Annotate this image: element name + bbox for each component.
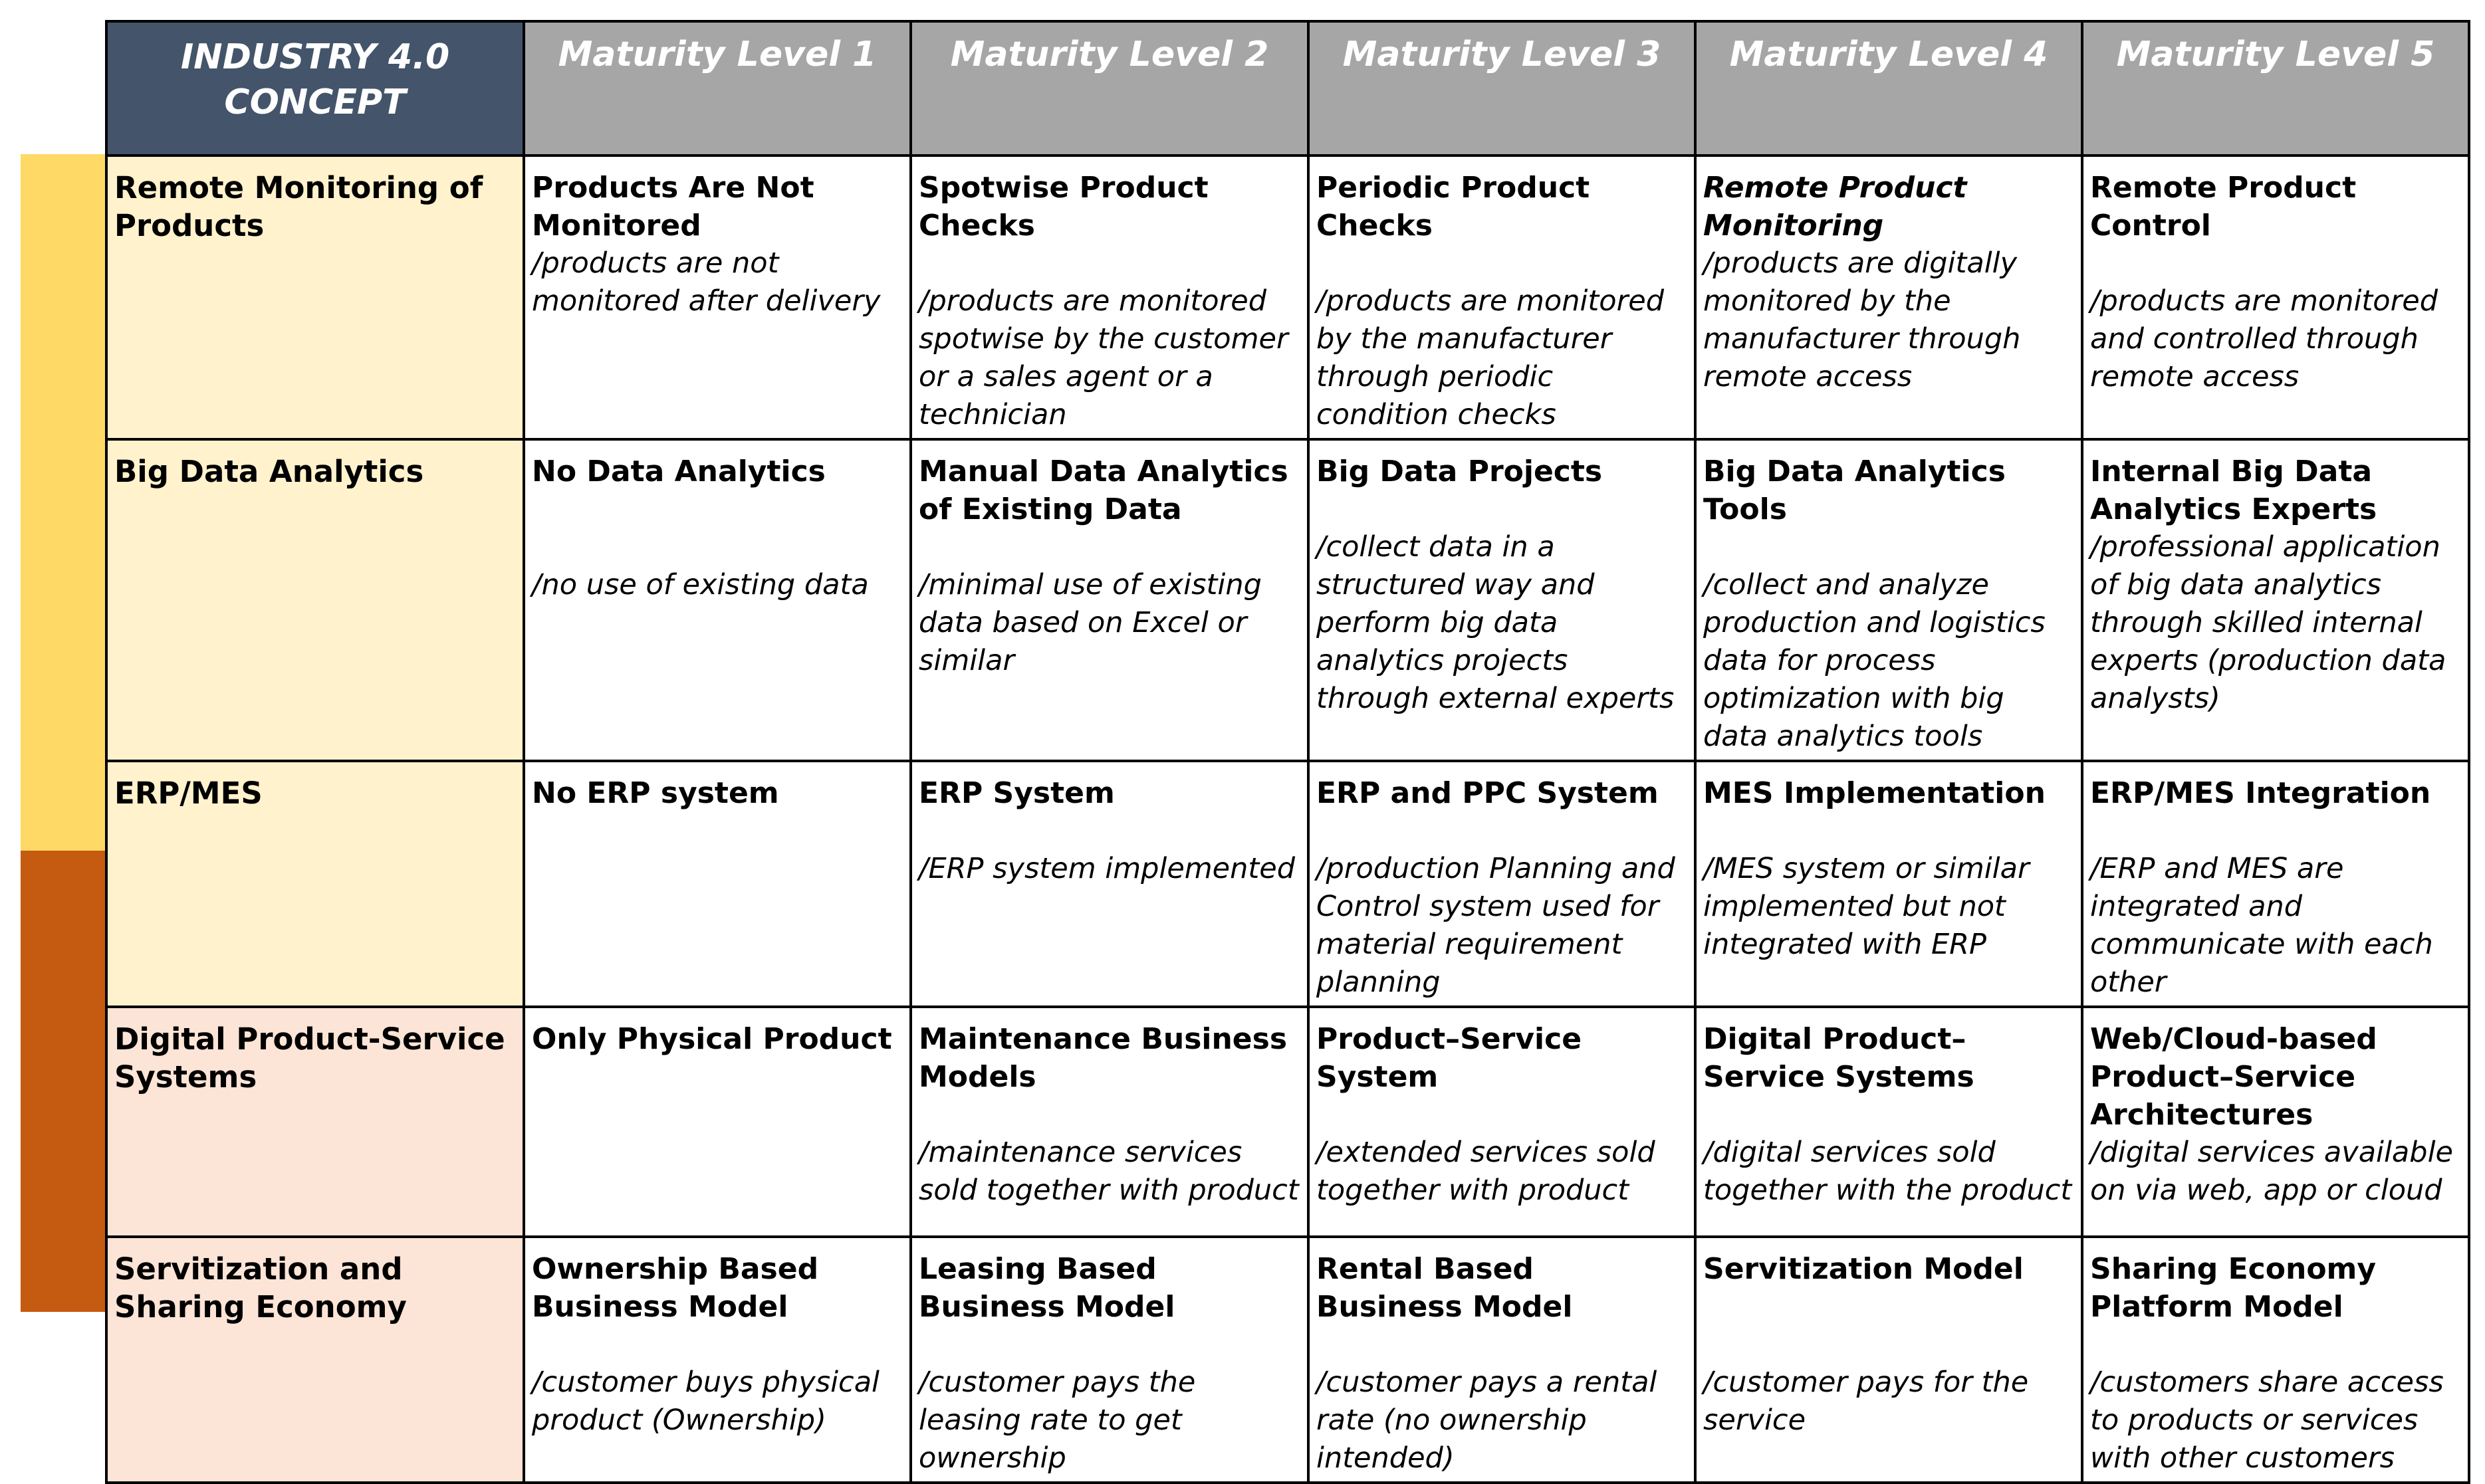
cell-title: Big Data Analytics Tools <box>1703 455 2006 526</box>
maturity-cell <box>1695 439 2082 761</box>
maturity-cell <box>1308 761 1695 1007</box>
cell-description: /minimal use of existing data based on Excel or similar <box>919 568 1262 677</box>
cell-description: /digital services available on via web, app or cloud <box>2090 1136 2453 1207</box>
cell-title: Rental Based Business Model <box>1316 1252 1573 1324</box>
maturity-cell <box>2082 1007 2469 1237</box>
maturity-cell <box>1695 1007 2082 1237</box>
concept-column-header: INDUSTRY 4.0 CONCEPT <box>106 21 524 156</box>
maturity-cell <box>1308 156 1695 439</box>
maturity-cell <box>2082 761 2469 1007</box>
cell-description: /collect and analyze production and logistics data for process optimization with big data analytics tools <box>1703 568 2046 753</box>
cell-title: Remote Product Monitoring <box>1703 171 1967 243</box>
cell-title: Spotwise Product Checks <box>919 171 1209 243</box>
cell-description: /products are monitored and controlled through remote access <box>2090 284 2438 393</box>
cell-description: /extended services sold together with product <box>1316 1136 1655 1207</box>
maturity-cell <box>911 156 1308 439</box>
cell-description: /ERP system implemented <box>919 852 1295 885</box>
maturity-level-5-header: Maturity Level 5 <box>2082 21 2469 156</box>
maturity-cell <box>524 156 911 439</box>
cell-title: Ownership Based Business Model <box>532 1252 819 1324</box>
maturity-cell <box>2082 439 2469 761</box>
cell-description: /products are monitored by the manufacturer through periodic condition checks <box>1316 284 1665 431</box>
maturity-matrix-table <box>105 20 2470 1484</box>
header-row <box>106 21 2469 156</box>
cell-description: /customer pays the leasing rate to get ownership <box>919 1366 1196 1475</box>
cell-title: Internal Big Data Analytics Experts <box>2090 455 2377 526</box>
cell-title: Sharing Economy Platform Model <box>2090 1252 2377 1324</box>
table-row <box>106 156 2469 439</box>
cell-description: /collect data in a structured way and perform big data analytics projects through external experts <box>1316 530 1675 715</box>
cell-title: Only Physical Product <box>532 1022 892 1056</box>
cell-title: No ERP system <box>532 776 779 810</box>
maturity-cell <box>1308 1237 1695 1483</box>
cell-title: Remote Product Control <box>2090 171 2357 243</box>
concept-label: Big Data Analytics <box>106 439 524 761</box>
cell-title: Maintenance Business Models <box>919 1022 1288 1094</box>
maturity-cell <box>524 439 911 761</box>
concept-label: Servitization and Sharing Economy <box>106 1237 524 1483</box>
cell-description: /customer pays for the service <box>1703 1366 2029 1437</box>
table-row <box>106 761 2469 1007</box>
maturity-cell <box>524 1237 911 1483</box>
cell-title: ERP/MES Integration <box>2090 776 2431 810</box>
concept-label: ERP/MES <box>106 761 524 1007</box>
cell-description: /professional application of big data analytics through skilled internal experts (production data analysts) <box>2090 530 2446 715</box>
cell-title: Web/Cloud-based Product–Service Architectures <box>2090 1022 2377 1132</box>
cell-description: /products are digitally monitored by the manufacturer through remote access <box>1703 247 2021 393</box>
table-row <box>106 439 2469 761</box>
cell-title: Periodic Product Checks <box>1316 171 1590 243</box>
cell-title: Big Data Projects <box>1316 455 1603 488</box>
group-band-digital-operations <box>21 154 105 851</box>
maturity-cell <box>2082 156 2469 439</box>
maturity-cell <box>911 761 1308 1007</box>
maturity-level-3-header: Maturity Level 3 <box>1308 21 1695 156</box>
cell-description: /customer pays a rental rate (no ownership intended) <box>1316 1366 1657 1475</box>
maturity-level-2-header: Maturity Level 2 <box>911 21 1308 156</box>
maturity-cell <box>524 1007 911 1237</box>
maturity-cell <box>1695 761 2082 1007</box>
maturity-level-4-header: Maturity Level 4 <box>1695 21 2082 156</box>
cell-description: /products are monitored spotwise by the customer or a sales agent or a technician <box>919 284 1288 431</box>
group-band-business-models <box>21 851 105 1312</box>
cell-description: /products are not monitored after delivery <box>532 247 881 318</box>
maturity-cell <box>911 1007 1308 1237</box>
cell-description: /customer buys physical product (Ownership) <box>532 1366 880 1437</box>
maturity-level-1-header: Maturity Level 1 <box>524 21 911 156</box>
cell-title: Products Are Not Monitored <box>532 171 814 243</box>
maturity-cell <box>1695 1237 2082 1483</box>
cell-title: Servitization Model <box>1703 1252 2024 1286</box>
maturity-cell <box>2082 1237 2469 1483</box>
cell-description: /no use of existing data <box>532 568 869 601</box>
table-row <box>106 1237 2469 1483</box>
cell-title: Leasing Based Business Model <box>919 1252 1175 1324</box>
table-row <box>106 1007 2469 1237</box>
cell-description: /digital services sold together with the product <box>1703 1136 2072 1207</box>
cell-title: MES Implementation <box>1703 776 2046 810</box>
maturity-cell <box>524 761 911 1007</box>
concept-label: Remote Monitoring of Products <box>106 156 524 439</box>
concept-label: Digital Product-Service Systems <box>106 1007 524 1237</box>
maturity-cell <box>1308 439 1695 761</box>
cell-description: /maintenance services sold together with product <box>919 1136 1299 1207</box>
cell-title: ERP and PPC System <box>1316 776 1659 810</box>
cell-title: Product–Service System <box>1316 1022 1582 1094</box>
cell-description: /ERP and MES are integrated and communicate with each other <box>2090 852 2433 999</box>
maturity-cell <box>911 439 1308 761</box>
maturity-cell <box>911 1237 1308 1483</box>
cell-description: /production Planning and Control system used for material requirement planning <box>1316 852 1675 999</box>
cell-title: Manual Data Analytics of Existing Data <box>919 455 1288 526</box>
cell-description: /MES system or similar implemented but not integrated with ERP <box>1703 852 2030 961</box>
maturity-cell <box>1308 1007 1695 1237</box>
cell-title: Digital Product–Service Systems <box>1703 1022 1974 1094</box>
cell-title: ERP System <box>919 776 1115 810</box>
maturity-cell <box>1695 156 2082 439</box>
cell-description: /customers share access to products or services with other customers <box>2090 1366 2444 1475</box>
cell-title: No Data Analytics <box>532 455 826 488</box>
